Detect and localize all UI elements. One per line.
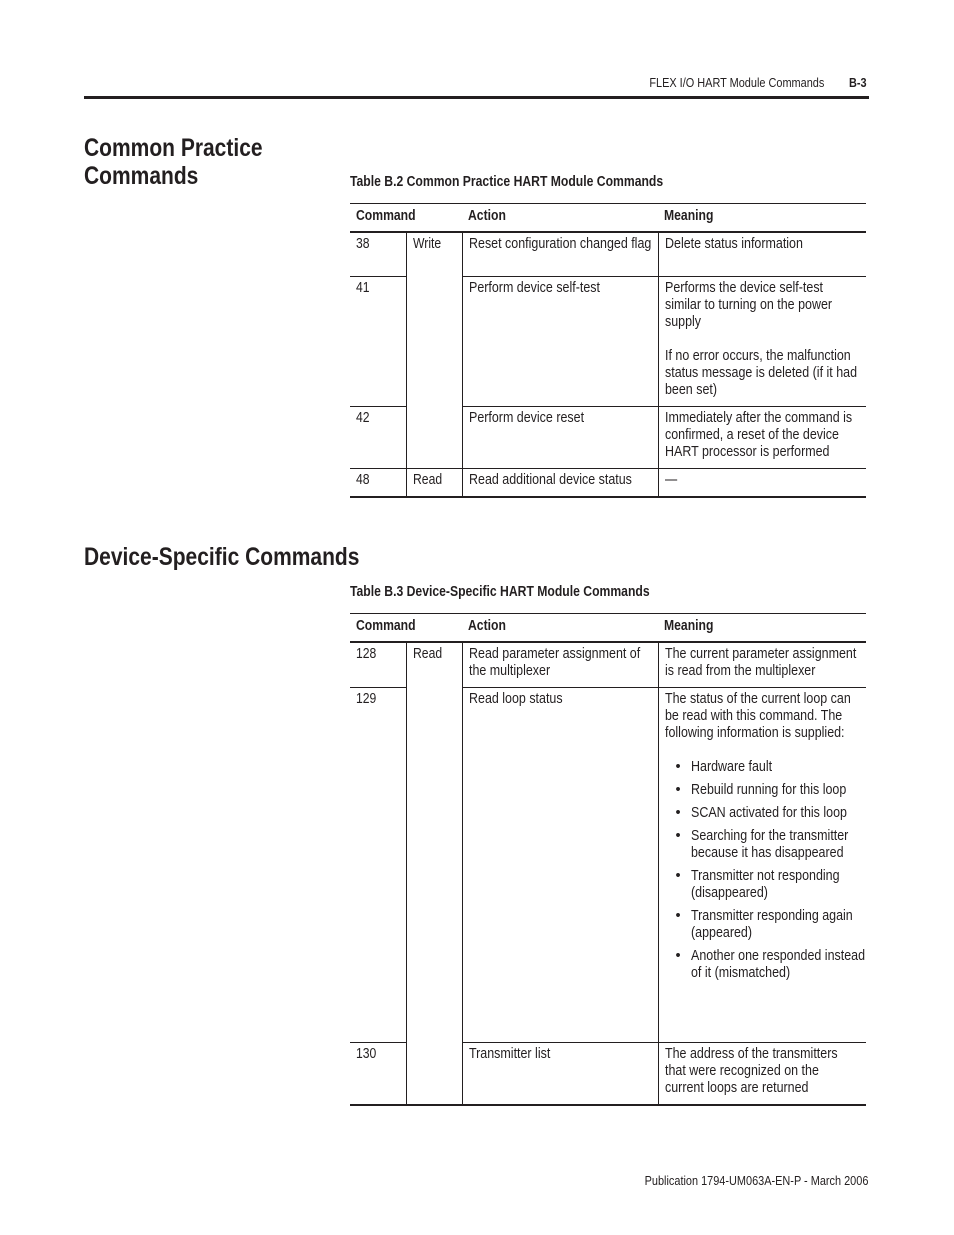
command-number: 42	[350, 406, 406, 468]
section-title-line-2: Commands	[84, 162, 199, 190]
list-item: • Rebuild running for this loop	[691, 782, 861, 799]
common-practice-commands-table	[350, 203, 866, 498]
command-action: Perform device self-test	[462, 276, 658, 406]
status-bullet-list	[665, 759, 865, 982]
list-item: • Hardware fault	[691, 759, 861, 776]
list-item: • Transmitter not responding (disappeared)	[691, 868, 861, 902]
meaning-paragraph: If no error occurs, the malfunction status message is deleted (if it had been set)	[664, 347, 857, 398]
section-title-common-practice	[84, 134, 297, 190]
table-row	[350, 468, 866, 497]
command-meaning	[658, 688, 866, 1043]
command-meaning: The current parameter assignment is read from the multiplexer	[658, 642, 866, 688]
publication-footer: Publication 1794-UM063A-EN-P - March 2006	[644, 1173, 868, 1188]
command-number: 130	[350, 1043, 406, 1106]
table-row	[350, 232, 866, 276]
command-action: Reset configuration changed flag	[462, 232, 658, 276]
command-number: 41	[350, 276, 406, 406]
column-header-command: Command	[350, 204, 462, 233]
command-number: 38	[350, 232, 406, 276]
table-header-row	[350, 204, 866, 233]
table-row	[350, 642, 866, 688]
table-header-row	[350, 614, 866, 643]
command-action: Read additional device status	[462, 468, 658, 497]
device-specific-commands-table	[350, 613, 866, 1106]
section-title-line-1: Common Practice	[84, 134, 263, 162]
command-action: Read loop status	[462, 688, 658, 1043]
command-action: Transmitter list	[462, 1043, 658, 1106]
command-number: 129	[350, 688, 406, 1043]
table-caption-b3: Table B.3 Device-Specific HART Module Commands	[350, 584, 650, 600]
command-meaning: The address of the transmitters that were recognized on the current loops are returned	[658, 1043, 866, 1106]
column-header-action: Action	[462, 614, 658, 643]
command-type: Read	[406, 642, 462, 1105]
command-number: 128	[350, 642, 406, 688]
column-header-action: Action	[462, 204, 658, 233]
list-item: • Transmitter responding again (appeared)	[691, 908, 861, 942]
meaning-paragraph: Performs the device self-test similar to turning on the power supply	[664, 279, 832, 330]
column-header-command: Command	[350, 614, 462, 643]
command-type: Write	[406, 232, 462, 468]
command-number: 48	[350, 468, 406, 497]
header-rule	[84, 96, 869, 99]
command-action: Read parameter assignment of the multiplexer	[462, 642, 658, 688]
command-meaning: —	[658, 468, 866, 497]
list-item: • Searching for the transmitter because it has disappeared	[691, 828, 861, 862]
column-header-meaning: Meaning	[658, 204, 866, 233]
table-caption-b2: Table B.2 Common Practice HART Module Commands	[350, 174, 664, 190]
running-header-title: FLEX I/O HART Module Commands	[649, 75, 824, 90]
meaning-paragraph: The status of the current loop can be read with this command. The following information is supplied:	[664, 691, 851, 741]
list-item: • SCAN activated for this loop	[691, 805, 861, 822]
page-number: B-3	[849, 75, 867, 90]
command-meaning: Immediately after the command is confirmed, a reset of the device HART processor is performed	[658, 406, 866, 468]
command-action: Perform device reset	[462, 406, 658, 468]
command-type: Read	[406, 468, 462, 497]
section-title-device-specific: Device-Specific Commands	[84, 543, 360, 571]
command-meaning: Delete status information	[658, 232, 866, 276]
column-header-meaning: Meaning	[658, 614, 866, 643]
command-meaning	[658, 276, 866, 406]
list-item: • Another one responded instead of it (mismatched)	[691, 948, 861, 982]
